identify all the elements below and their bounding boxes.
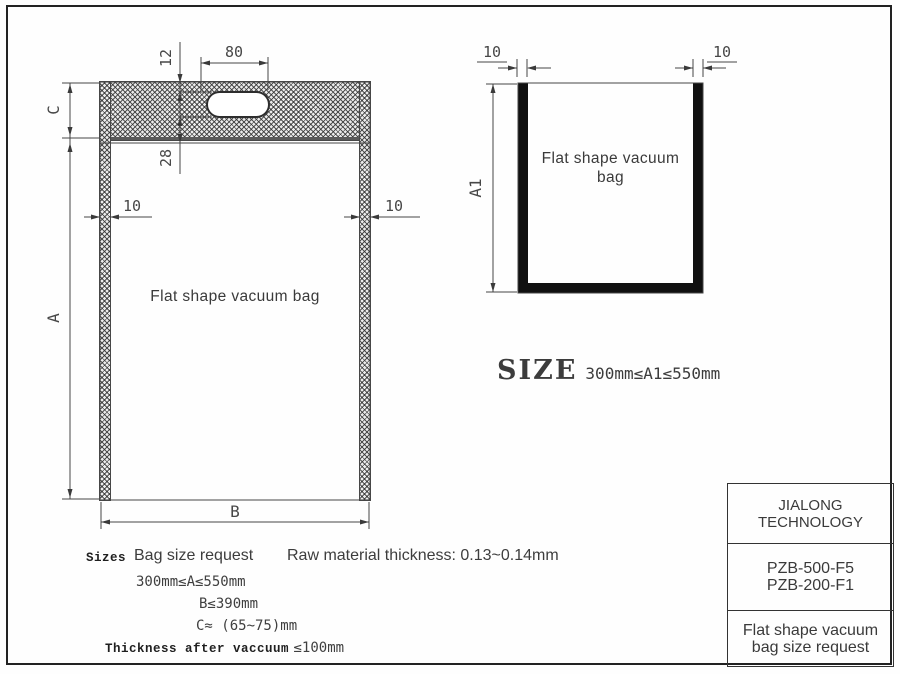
- dim-band-height-c: C: [44, 105, 63, 115]
- side-view-bottom-bar: [518, 283, 703, 293]
- title-block-models: [728, 544, 893, 611]
- side-view-bag-label-line1: Flat shape vacuum: [541, 150, 680, 167]
- dim-height-a: A: [44, 313, 63, 323]
- dim-width-b: B: [230, 502, 240, 521]
- side-view-bag-label: [528, 149, 693, 187]
- specs-sizes-label: Sizes: [86, 551, 127, 565]
- size-note-label: SIZE: [497, 355, 578, 386]
- specs-bag-size-request: Bag size request: [134, 547, 254, 564]
- title-block-company: [728, 484, 893, 544]
- front-view-right-seal-strip: [360, 82, 370, 500]
- specs-constraint-a: 300mm≤A≤550mm: [136, 574, 246, 590]
- specs-thickness-value: ≤100mm: [293, 640, 345, 656]
- dim-side-height-a1: A1: [466, 178, 485, 198]
- dim-front-border-right: 10: [384, 197, 404, 215]
- side-view-left-bar: [518, 83, 528, 293]
- dim-front-border-left: 10: [122, 197, 142, 215]
- title-block: [727, 483, 894, 667]
- dim-side-border-right: 10: [712, 43, 732, 61]
- model-number-1: PZB-500-F5: [766, 560, 855, 577]
- front-view-handle-hole: [206, 91, 270, 118]
- dim-handle-width: 80: [224, 43, 244, 61]
- specs-constraint-c: C≈ (65~75)mm: [196, 618, 298, 634]
- size-note-value: 300mm≤A1≤550mm: [585, 364, 721, 383]
- size-note: [497, 355, 720, 386]
- specs-thickness-label: Thickness after vaccuum: [105, 642, 290, 656]
- company-name-line1: JIALONG: [778, 496, 843, 514]
- front-view-bag-label: Flat shape vacuum bag: [150, 288, 320, 305]
- specs-raw-material-thickness: Raw material thickness: 0.13~0.14mm: [287, 547, 559, 564]
- drawing-title-line1: Flat shape vacuum: [742, 621, 879, 639]
- dim-handle-bottom: 28: [157, 148, 175, 168]
- dim-handle-top: 12: [157, 48, 175, 68]
- company-name-line2: TECHNOLOGY: [757, 513, 863, 531]
- specs-constraint-b: B≤390mm: [199, 596, 259, 612]
- drawing-title-line2: bag size request: [751, 638, 870, 656]
- dim-side-border-left: 10: [482, 43, 502, 61]
- model-number-2: PZB-200-F1: [766, 577, 855, 594]
- side-view-bag-label-line2: bag: [596, 169, 625, 186]
- side-view-right-bar: [693, 83, 703, 293]
- specs-thickness-after-vacuum: [105, 639, 344, 657]
- front-view-left-seal-strip: [100, 82, 110, 500]
- title-block-drawing-title: [728, 611, 893, 666]
